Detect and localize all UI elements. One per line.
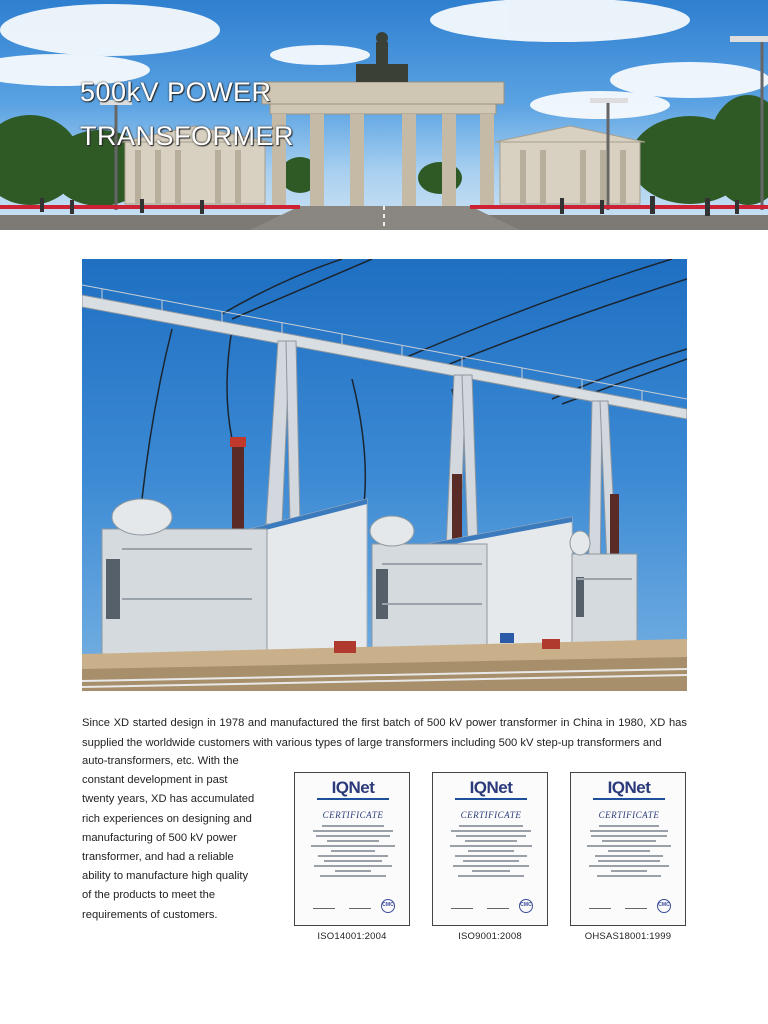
cmc-seal: CMC	[657, 899, 671, 913]
iqnet-logo: IQNet	[469, 778, 513, 797]
signature	[625, 903, 647, 909]
certificate-image	[570, 772, 686, 926]
certificate-ohsas18001	[570, 772, 686, 942]
certificate-caption: OHSAS18001:1999	[584, 931, 672, 942]
title-line-1: 500kV POWER	[80, 77, 272, 107]
certificate-fine-print	[585, 825, 673, 880]
certificate-caption: ISO14001:2004	[317, 931, 387, 942]
certificate-caption: ISO9001:2008	[458, 931, 522, 942]
certificate-image	[294, 772, 410, 926]
iqnet-logo: IQNet	[331, 778, 375, 797]
signature	[349, 903, 371, 909]
intro-paragraph: Since XD started design in 1978 and manufactured the first batch of 500 kV power transformer in China in 1980, XD has supplied the worldwide customers with various types of large transformers including 500 kV step-up transformers and	[82, 717, 687, 749]
signature	[313, 903, 335, 909]
certificate-fine-print	[447, 825, 535, 880]
certificate-image	[432, 772, 548, 926]
cmc-seal: CMC	[381, 899, 395, 913]
signature	[589, 903, 611, 909]
certificate-iso14001	[294, 772, 410, 942]
page-title	[80, 70, 380, 158]
certificate-heading: CERTIFICATE	[598, 810, 660, 820]
transformer-substation-photo	[82, 259, 687, 691]
certificate-fine-print	[309, 825, 397, 880]
certificate-heading: CERTIFICATE	[322, 810, 384, 820]
header-banner	[0, 0, 768, 230]
signature	[451, 903, 473, 909]
title-line-2: TRANSFORMER	[80, 121, 294, 151]
cmc-seal: CMC	[519, 899, 533, 913]
certificates-row	[294, 772, 688, 944]
iqnet-logo: IQNet	[607, 778, 651, 797]
side-paragraph: auto-transformers, etc. With the constant development in past twenty years, XD has accumulated rich experiences on designing and manufacturing of 500 kV power transformer, and had a reliable ability to manufacture high quality of the products to meet the requirements of customers.	[82, 755, 255, 921]
signature	[487, 903, 509, 909]
certificate-heading: CERTIFICATE	[460, 810, 522, 820]
certificate-iso9001	[432, 772, 548, 942]
